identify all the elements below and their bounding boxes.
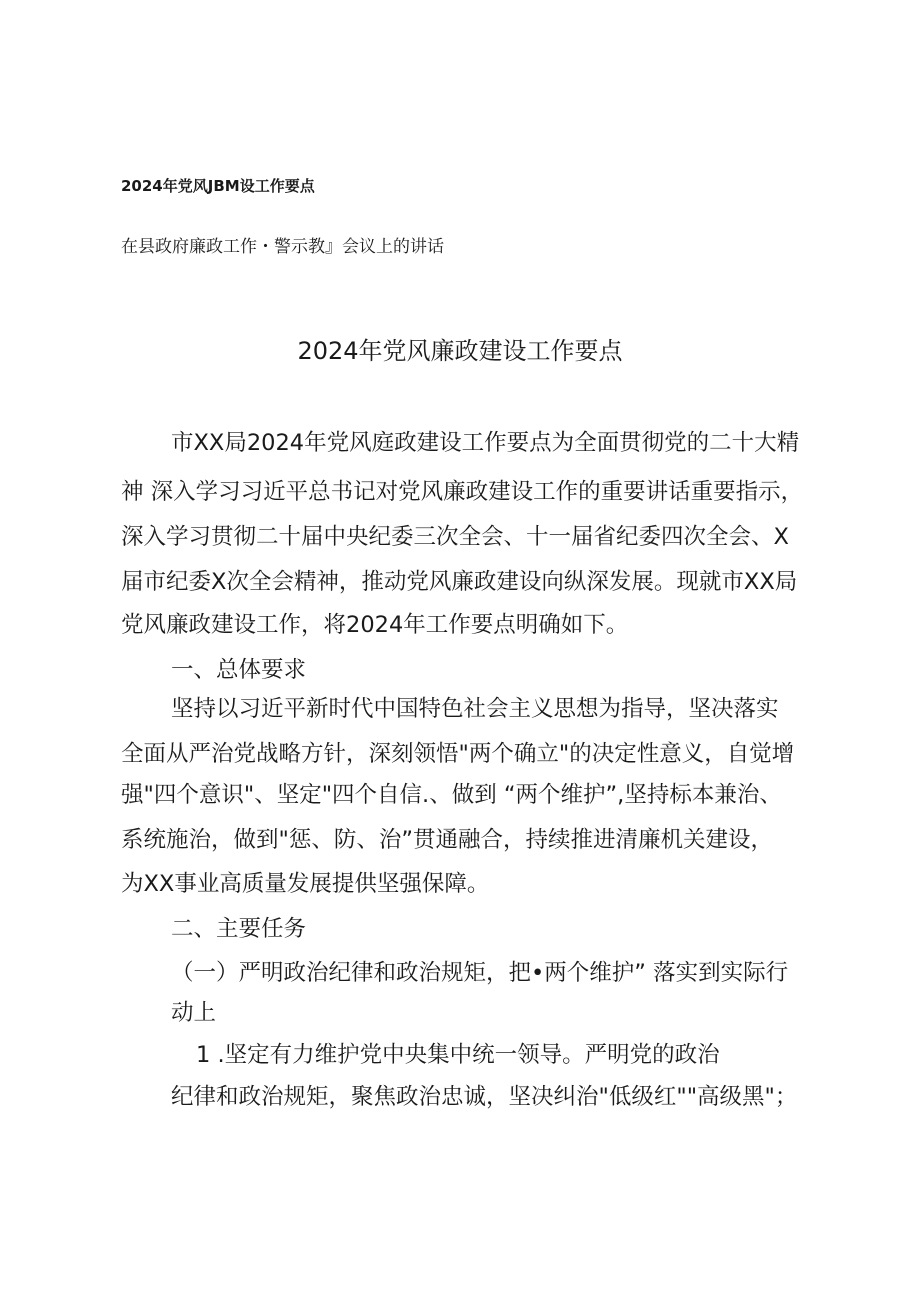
paragraph-line: 市XX局2024年党风庭政建设工作要点为全面贯彻党的二十大精 (171, 430, 800, 456)
paragraph-line: 为XX事业高质量发展提供坚强保障。 (121, 871, 490, 897)
toc-entry-speech: 在县政府廉政工作・警示教』会议上的讲话 (121, 237, 444, 257)
paragraph-line: 系统施治，做到"惩、防、治”贯通融合，持续推进清廉机关建设， (121, 827, 774, 853)
subsection-heading: （一）严明政治纪律和政治规矩，把•两个维护” 落实到实际行 (171, 960, 789, 986)
section-heading: 一、总体要求 (171, 657, 307, 683)
paragraph-line: 党风廉政建设工作，将2024年工作要点明确如下。 (121, 612, 629, 638)
section-heading: 二、主要任务 (171, 916, 307, 942)
paragraph-line: 全面从严治党战略方针，深刻领悟"两个确立"的决定性意义，自觉增 (121, 741, 795, 767)
subsection-heading: 动上 (171, 1000, 217, 1026)
document-title: 2024年党风廉政建设工作要点 (297, 337, 623, 365)
paragraph-line: 1 .坚定有力维护党中央集中统一领导。严明党的政治 (196, 1042, 720, 1068)
toc-entry-work-points: 2024年党风JBM设工作要点 (121, 177, 315, 195)
paragraph-line: 深入学习贯彻二十届中央纪委三次全会、十一届省纪委四次全会、X (121, 524, 789, 550)
paragraph-line: 届市纪委X次全会精神，推动党风廉政建设向纵深发展。现就市XX局 (121, 569, 798, 595)
paragraph-line: 强"四个意识"、坚定"四个自信.、做到 “两个维护”,坚持标本兼治、 (121, 782, 782, 808)
paragraph-line: 神 深入学习习近平总书记对党风廉政建设工作的重要讲话重要指示， (121, 479, 804, 505)
paragraph-line: 坚持以习近平新时代中国特色社会主义思想为指导，坚决落实 (171, 696, 779, 722)
paragraph-line: 纪律和政治规矩，聚焦政治忠诚，坚决纠治"低级红""高级黑"； (171, 1084, 798, 1110)
